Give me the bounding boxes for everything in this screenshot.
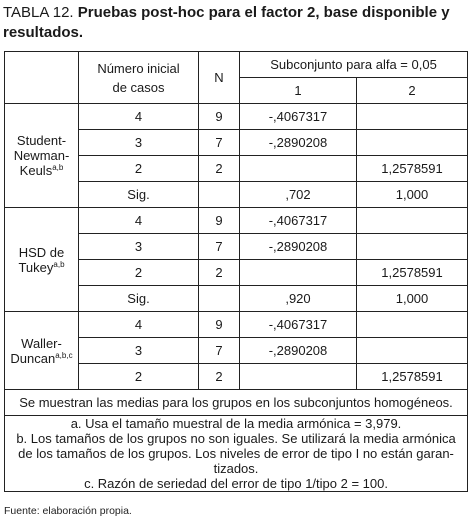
- note-main-row: [5, 390, 468, 416]
- n-cell: 9: [199, 208, 240, 234]
- subset1-cell: [240, 156, 357, 182]
- subset2-cell: 1,2578591: [357, 156, 468, 182]
- n-cell: 2: [199, 156, 240, 182]
- subset1-cell: -,2890208: [240, 130, 357, 156]
- subset2-cell: [357, 130, 468, 156]
- note-c: c. Razón de seriedad del error de tipo 1/tipo 2 = 100.: [84, 476, 388, 491]
- table-row: [5, 104, 468, 130]
- case-cell: 3: [79, 130, 199, 156]
- subset1-cell: -,2890208: [240, 234, 357, 260]
- sig-label: Sig.: [79, 286, 199, 312]
- table-row: [5, 208, 468, 234]
- subset2-cell: [357, 208, 468, 234]
- n-cell: 2: [199, 364, 240, 390]
- subset2-cell: [357, 312, 468, 338]
- subset1-cell: -,2890208: [240, 338, 357, 364]
- subset1-cell: [240, 260, 357, 286]
- n-cell: 7: [199, 338, 240, 364]
- note-b-line3: tizados.: [213, 461, 259, 476]
- table-caption: [3, 3, 465, 43]
- case-cell: 4: [79, 104, 199, 130]
- header-subset-1: 1: [240, 78, 357, 104]
- sig-value-2: 1,000: [357, 182, 468, 208]
- n-cell: 9: [199, 104, 240, 130]
- sig-value-2: 1,000: [357, 286, 468, 312]
- sig-value-1: ,920: [240, 286, 357, 312]
- subset1-cell: -,4067317: [240, 104, 357, 130]
- method-waller-duncan: Waller- Duncan$^{a,b,c}$: [5, 312, 79, 390]
- subset2-cell: [357, 338, 468, 364]
- header-subset-2: 2: [357, 78, 468, 104]
- case-cell: 2: [79, 364, 199, 390]
- note-b-line2: de los tamaños de los grupos. Los niveles de error de tipo I no están garan-: [18, 446, 454, 461]
- subset2-cell: [357, 234, 468, 260]
- case-cell: 3: [79, 338, 199, 364]
- method-snk: Student- Newman- Keuls$^{a,b}$: [5, 104, 79, 208]
- case-cell: 2: [79, 156, 199, 182]
- sig-label: Sig.: [79, 182, 199, 208]
- sig-n-empty: [199, 286, 240, 312]
- note-b-line1: b. Los tamaños de los grupos no son iguales. Se utilizará la media armónica: [16, 431, 456, 446]
- posthoc-table: [4, 51, 468, 492]
- n-cell: 2: [199, 260, 240, 286]
- subset2-cell: [357, 104, 468, 130]
- header-empty-cell: [5, 52, 79, 104]
- header-n: N: [199, 52, 240, 104]
- subset1-cell: [240, 364, 357, 390]
- subset2-cell: 1,2578591: [357, 364, 468, 390]
- n-cell: 9: [199, 312, 240, 338]
- header-row-1: [5, 52, 468, 78]
- sig-value-1: ,702: [240, 182, 357, 208]
- note-main: Se muestran las medias para los grupos en los subconjuntos homogéneos.: [5, 390, 468, 416]
- caption-number: TABLA 12.: [3, 4, 74, 21]
- subset2-cell: 1,2578591: [357, 260, 468, 286]
- n-cell: 7: [199, 130, 240, 156]
- method-tukey: HSD de Tukey$^{a,b}$: [5, 208, 79, 312]
- subset1-cell: -,4067317: [240, 312, 357, 338]
- case-cell: 4: [79, 312, 199, 338]
- case-cell: 3: [79, 234, 199, 260]
- note-a: a. Usa el tamaño muestral de la media armónica = 3,979.: [70, 416, 402, 431]
- source-footer: Fuente: elaboración propia.: [4, 505, 132, 517]
- header-initial-cases: Número inicial de casos: [79, 52, 199, 104]
- sig-n-empty: [199, 182, 240, 208]
- case-cell: 4: [79, 208, 199, 234]
- notes-block: [5, 416, 468, 492]
- caption-title: Pruebas post-hoc para el factor 2, base disponible y resultados.: [3, 4, 450, 41]
- table-row: [5, 312, 468, 338]
- subset1-cell: -,4067317: [240, 208, 357, 234]
- notes-row: [5, 416, 468, 492]
- n-cell: 7: [199, 234, 240, 260]
- header-subset: Subconjunto para alfa = 0,05: [240, 52, 468, 78]
- case-cell: 2: [79, 260, 199, 286]
